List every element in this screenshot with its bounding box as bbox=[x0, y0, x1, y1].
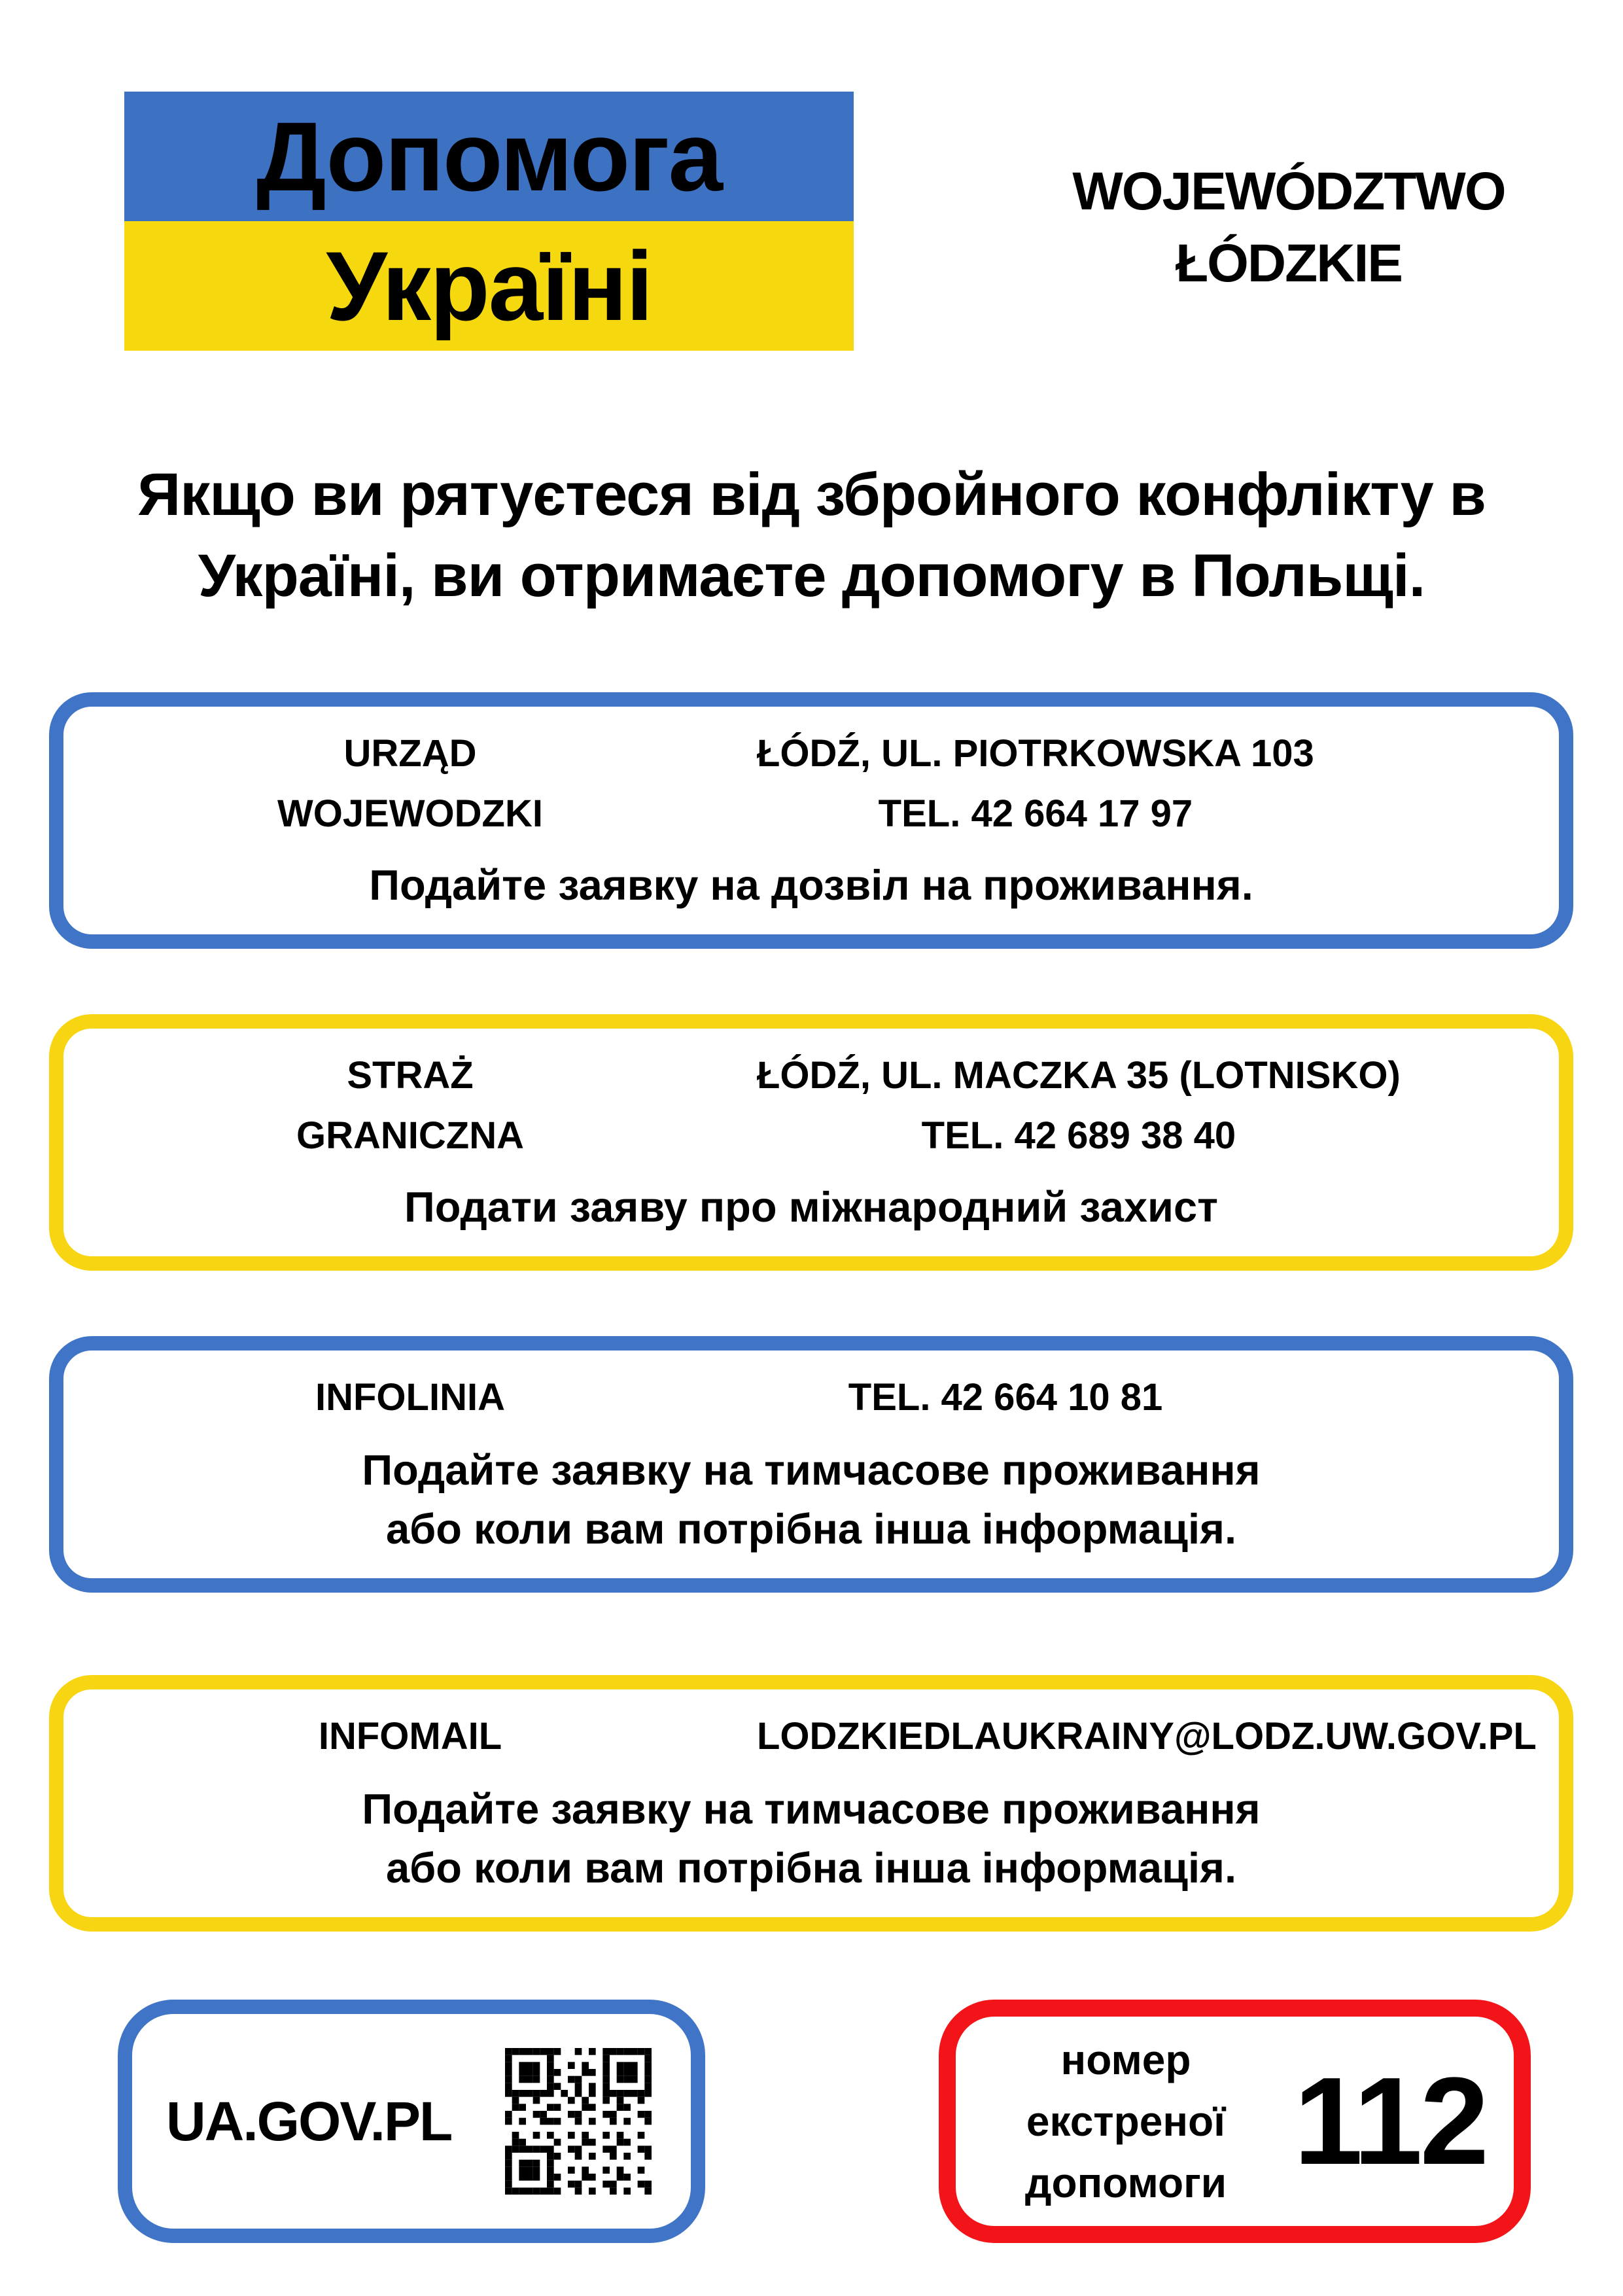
box-description bbox=[63, 1780, 1559, 1898]
label-line: URZĄD bbox=[343, 732, 477, 775]
phone-line: TEL. 42 664 17 97 bbox=[878, 792, 1193, 835]
website-box bbox=[118, 2000, 705, 2243]
box-contact-value bbox=[757, 724, 1314, 844]
box-institution-label bbox=[63, 724, 757, 844]
qr-code-icon bbox=[505, 2048, 652, 2195]
info-box-straz-graniczna bbox=[49, 1014, 1573, 1271]
emergency-label-line: номер bbox=[1060, 2036, 1191, 2083]
label-line: GRANICZNA bbox=[296, 1114, 524, 1157]
box-institution-label bbox=[63, 1706, 757, 1767]
voivodeship-name bbox=[994, 156, 1583, 300]
description-line: Подати заяву про міжнародний захист bbox=[404, 1183, 1218, 1231]
voivodeship-line1: WOJEWÓDZTWO bbox=[1072, 162, 1505, 221]
info-box-infolinia bbox=[49, 1336, 1573, 1593]
description-line: або коли вам потрібна інша інформація. bbox=[385, 1844, 1237, 1892]
box-description bbox=[63, 1441, 1559, 1559]
email-line: LODZKIEDLAUKRAINY@LODZ.UW.GOV.PL bbox=[757, 1715, 1537, 1757]
address-line: ŁÓDŹ, UL. MACZKA 35 (LOTNISKO) bbox=[757, 1054, 1401, 1097]
description-line: або коли вам потрібна інша інформація. bbox=[385, 1505, 1237, 1553]
info-box-urzad-wojewodzki bbox=[49, 692, 1573, 949]
voivodeship-line2: ŁÓDZKIE bbox=[1176, 234, 1402, 293]
website-url: UA.GOV.PL bbox=[166, 2090, 452, 2152]
box-header bbox=[63, 724, 1559, 844]
label-line: STRAŻ bbox=[347, 1054, 474, 1097]
label-line: WOJEWODZKI bbox=[277, 792, 543, 835]
emergency-label-line: допомоги bbox=[1024, 2159, 1227, 2206]
description-line: Подайте заявку на тимчасове проживання bbox=[362, 1785, 1261, 1833]
phone-line: TEL. 42 689 38 40 bbox=[921, 1114, 1236, 1157]
intro-heading bbox=[39, 454, 1584, 616]
info-box-infomail bbox=[49, 1675, 1573, 1932]
phone-line: TEL. 42 664 10 81 bbox=[848, 1376, 1163, 1419]
description-line: Подайте заявку на дозвіл на проживання. bbox=[369, 861, 1253, 909]
intro-line2: Україні, ви отримаєте допомогу в Польщі. bbox=[198, 542, 1425, 609]
box-description bbox=[63, 1178, 1559, 1237]
box-contact-value bbox=[757, 1046, 1401, 1166]
box-contact-value bbox=[757, 1368, 1254, 1428]
description-line: Подайте заявку на тимчасове проживання bbox=[362, 1446, 1261, 1494]
banner-title-line2: Україні bbox=[326, 230, 652, 341]
label-line: INFOLINIA bbox=[315, 1376, 505, 1419]
emergency-box bbox=[939, 2000, 1531, 2243]
box-contact-value bbox=[757, 1706, 1537, 1767]
box-header bbox=[63, 1368, 1559, 1428]
address-line: ŁÓDŹ, UL. PIOTRKOWSKA 103 bbox=[757, 732, 1314, 775]
box-header bbox=[63, 1706, 1559, 1767]
box-institution-label bbox=[63, 1368, 757, 1428]
flag-blue-half bbox=[124, 92, 854, 221]
box-institution-label bbox=[63, 1046, 757, 1166]
box-description bbox=[63, 856, 1559, 915]
label-line: INFOMAIL bbox=[318, 1715, 502, 1757]
emergency-label-line: екстреної bbox=[1026, 2098, 1226, 2145]
intro-line1: Якщо ви рятуєтеся від збройного конфлікту в bbox=[137, 461, 1486, 528]
flag-yellow-half bbox=[124, 221, 854, 351]
emergency-label bbox=[985, 2029, 1266, 2214]
banner-title-line1: Допомога bbox=[256, 101, 722, 211]
emergency-number: 112 bbox=[1293, 2052, 1487, 2191]
box-header bbox=[63, 1046, 1559, 1166]
ukraine-flag-banner bbox=[124, 92, 854, 351]
